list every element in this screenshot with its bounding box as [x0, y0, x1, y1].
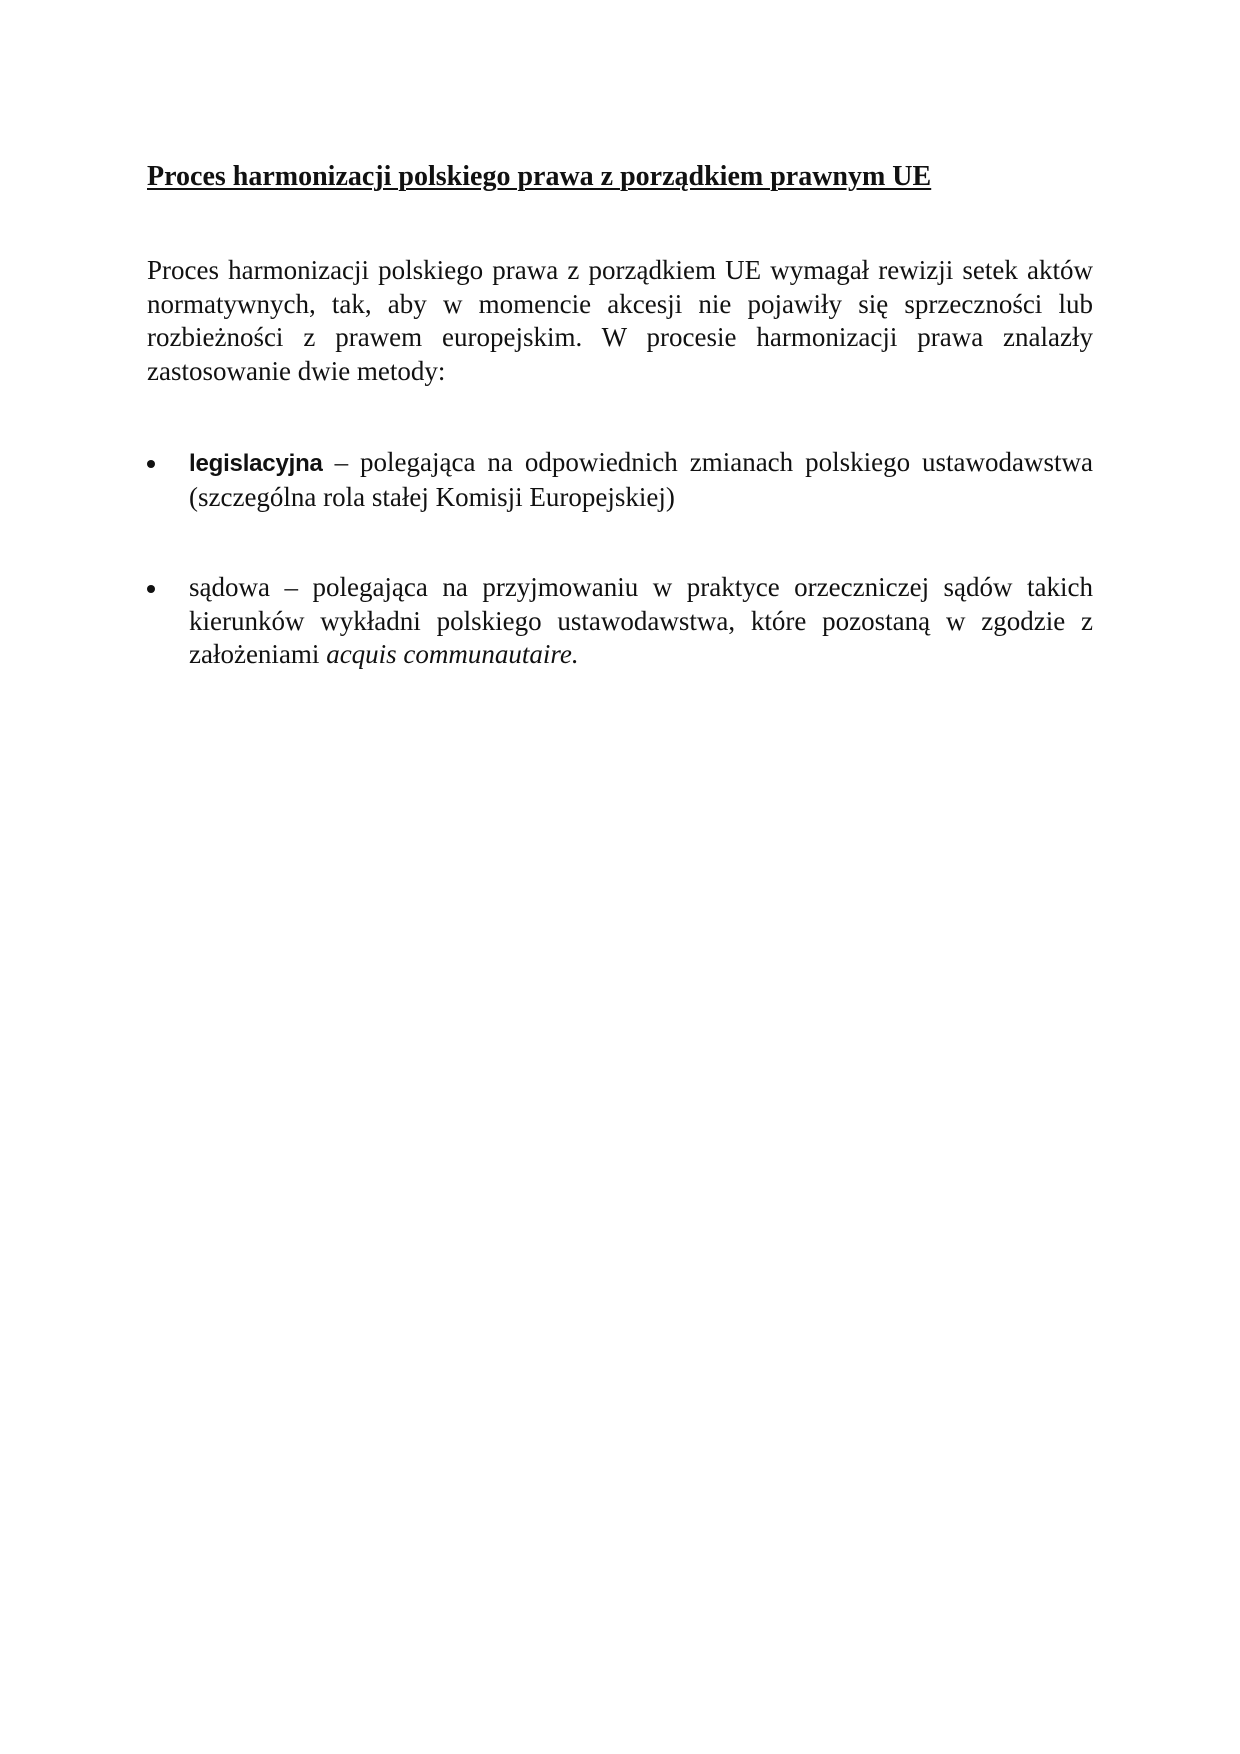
intro-paragraph: Proces harmonizacji polskiego prawa z porządkiem UE wymagał rewizji setek aktów normatywnych, tak, aby w momencie akcesji nie pojawiły się sprzeczności lub rozbieżności z prawem europejskim. W procesie harmonizacji prawa znalazły zastosowanie dwie metody: [147, 255, 1093, 386]
bullet-icon [147, 460, 155, 468]
list-item [189, 446, 1093, 514]
method-description: – polegająca na odpowiednich zmianach polskiego ustawodawstwa (szczególna rola stałej Komisji Europejskiej) [189, 447, 1093, 512]
list-item [189, 571, 1093, 672]
document-title: Proces harmonizacji polskiego prawa z porządkiem prawnym UE [147, 161, 932, 192]
method-term: legislacyjna [189, 450, 323, 477]
method-emphasis: acquis communautaire. [326, 639, 579, 669]
method-term: sądowa [189, 572, 270, 602]
bullet-icon [147, 585, 155, 593]
method-description: – polegająca na przyjmowaniu w praktyce orzeczniczej sądów takich kierunków wykładni polskiego ustawodawstwa, które pozostaną w zgodzie z założeniami [189, 572, 1093, 669]
